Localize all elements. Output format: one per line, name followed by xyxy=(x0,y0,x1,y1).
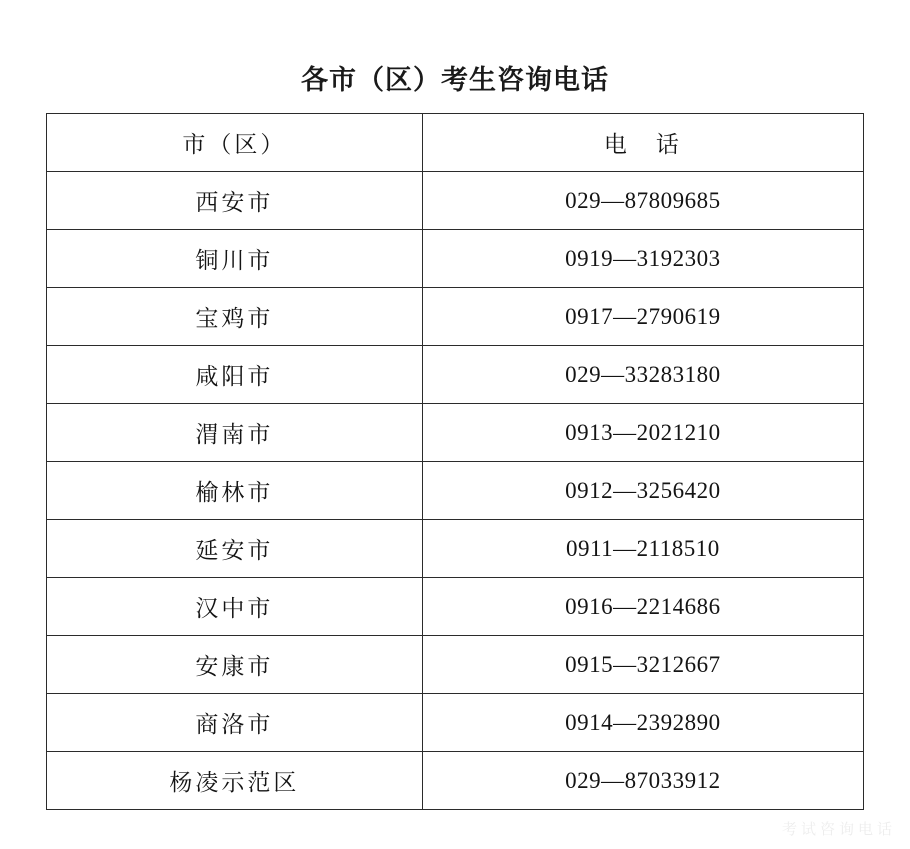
phone-table-container xyxy=(46,113,864,810)
table-header-row xyxy=(47,114,864,172)
cell-phone: 0914—2392890 xyxy=(422,694,863,752)
cell-city: 杨凌示范区 xyxy=(47,752,423,810)
table-row xyxy=(47,694,864,752)
cell-city: 汉中市 xyxy=(47,578,423,636)
cell-phone: 029—87033912 xyxy=(422,752,863,810)
cell-phone: 0917—2790619 xyxy=(422,288,863,346)
cell-city: 铜川市 xyxy=(47,230,423,288)
table-row xyxy=(47,288,864,346)
cell-city: 咸阳市 xyxy=(47,346,423,404)
table-body xyxy=(47,114,864,810)
column-header-phone: 电 话 xyxy=(422,114,863,172)
table-row xyxy=(47,404,864,462)
cell-phone: 0911—2118510 xyxy=(422,520,863,578)
table-row xyxy=(47,462,864,520)
table-row xyxy=(47,172,864,230)
page-title: 各市（区）考生咨询电话 xyxy=(301,65,609,95)
cell-city: 渭南市 xyxy=(47,404,423,462)
cell-city: 商洛市 xyxy=(47,694,423,752)
cell-city: 西安市 xyxy=(47,172,423,230)
table-row xyxy=(47,346,864,404)
table-row xyxy=(47,520,864,578)
cell-phone: 0913—2021210 xyxy=(422,404,863,462)
cell-phone: 029—87809685 xyxy=(422,172,863,230)
table-row xyxy=(47,752,864,810)
cell-city: 安康市 xyxy=(47,636,423,694)
consultation-phone-table xyxy=(46,113,864,810)
cell-phone: 0912—3256420 xyxy=(422,462,863,520)
cell-phone: 0915—3212667 xyxy=(422,636,863,694)
cell-city: 延安市 xyxy=(47,520,423,578)
cell-phone: 0919—3192303 xyxy=(422,230,863,288)
cell-phone: 0916—2214686 xyxy=(422,578,863,636)
table-row xyxy=(47,636,864,694)
cell-phone: 029—33283180 xyxy=(422,346,863,404)
column-header-city: 市（区） xyxy=(47,114,423,172)
table-row xyxy=(47,578,864,636)
table-row xyxy=(47,230,864,288)
watermark-text: 考试咨询电话 xyxy=(781,821,896,838)
cell-city: 榆林市 xyxy=(47,462,423,520)
cell-city: 宝鸡市 xyxy=(47,288,423,346)
